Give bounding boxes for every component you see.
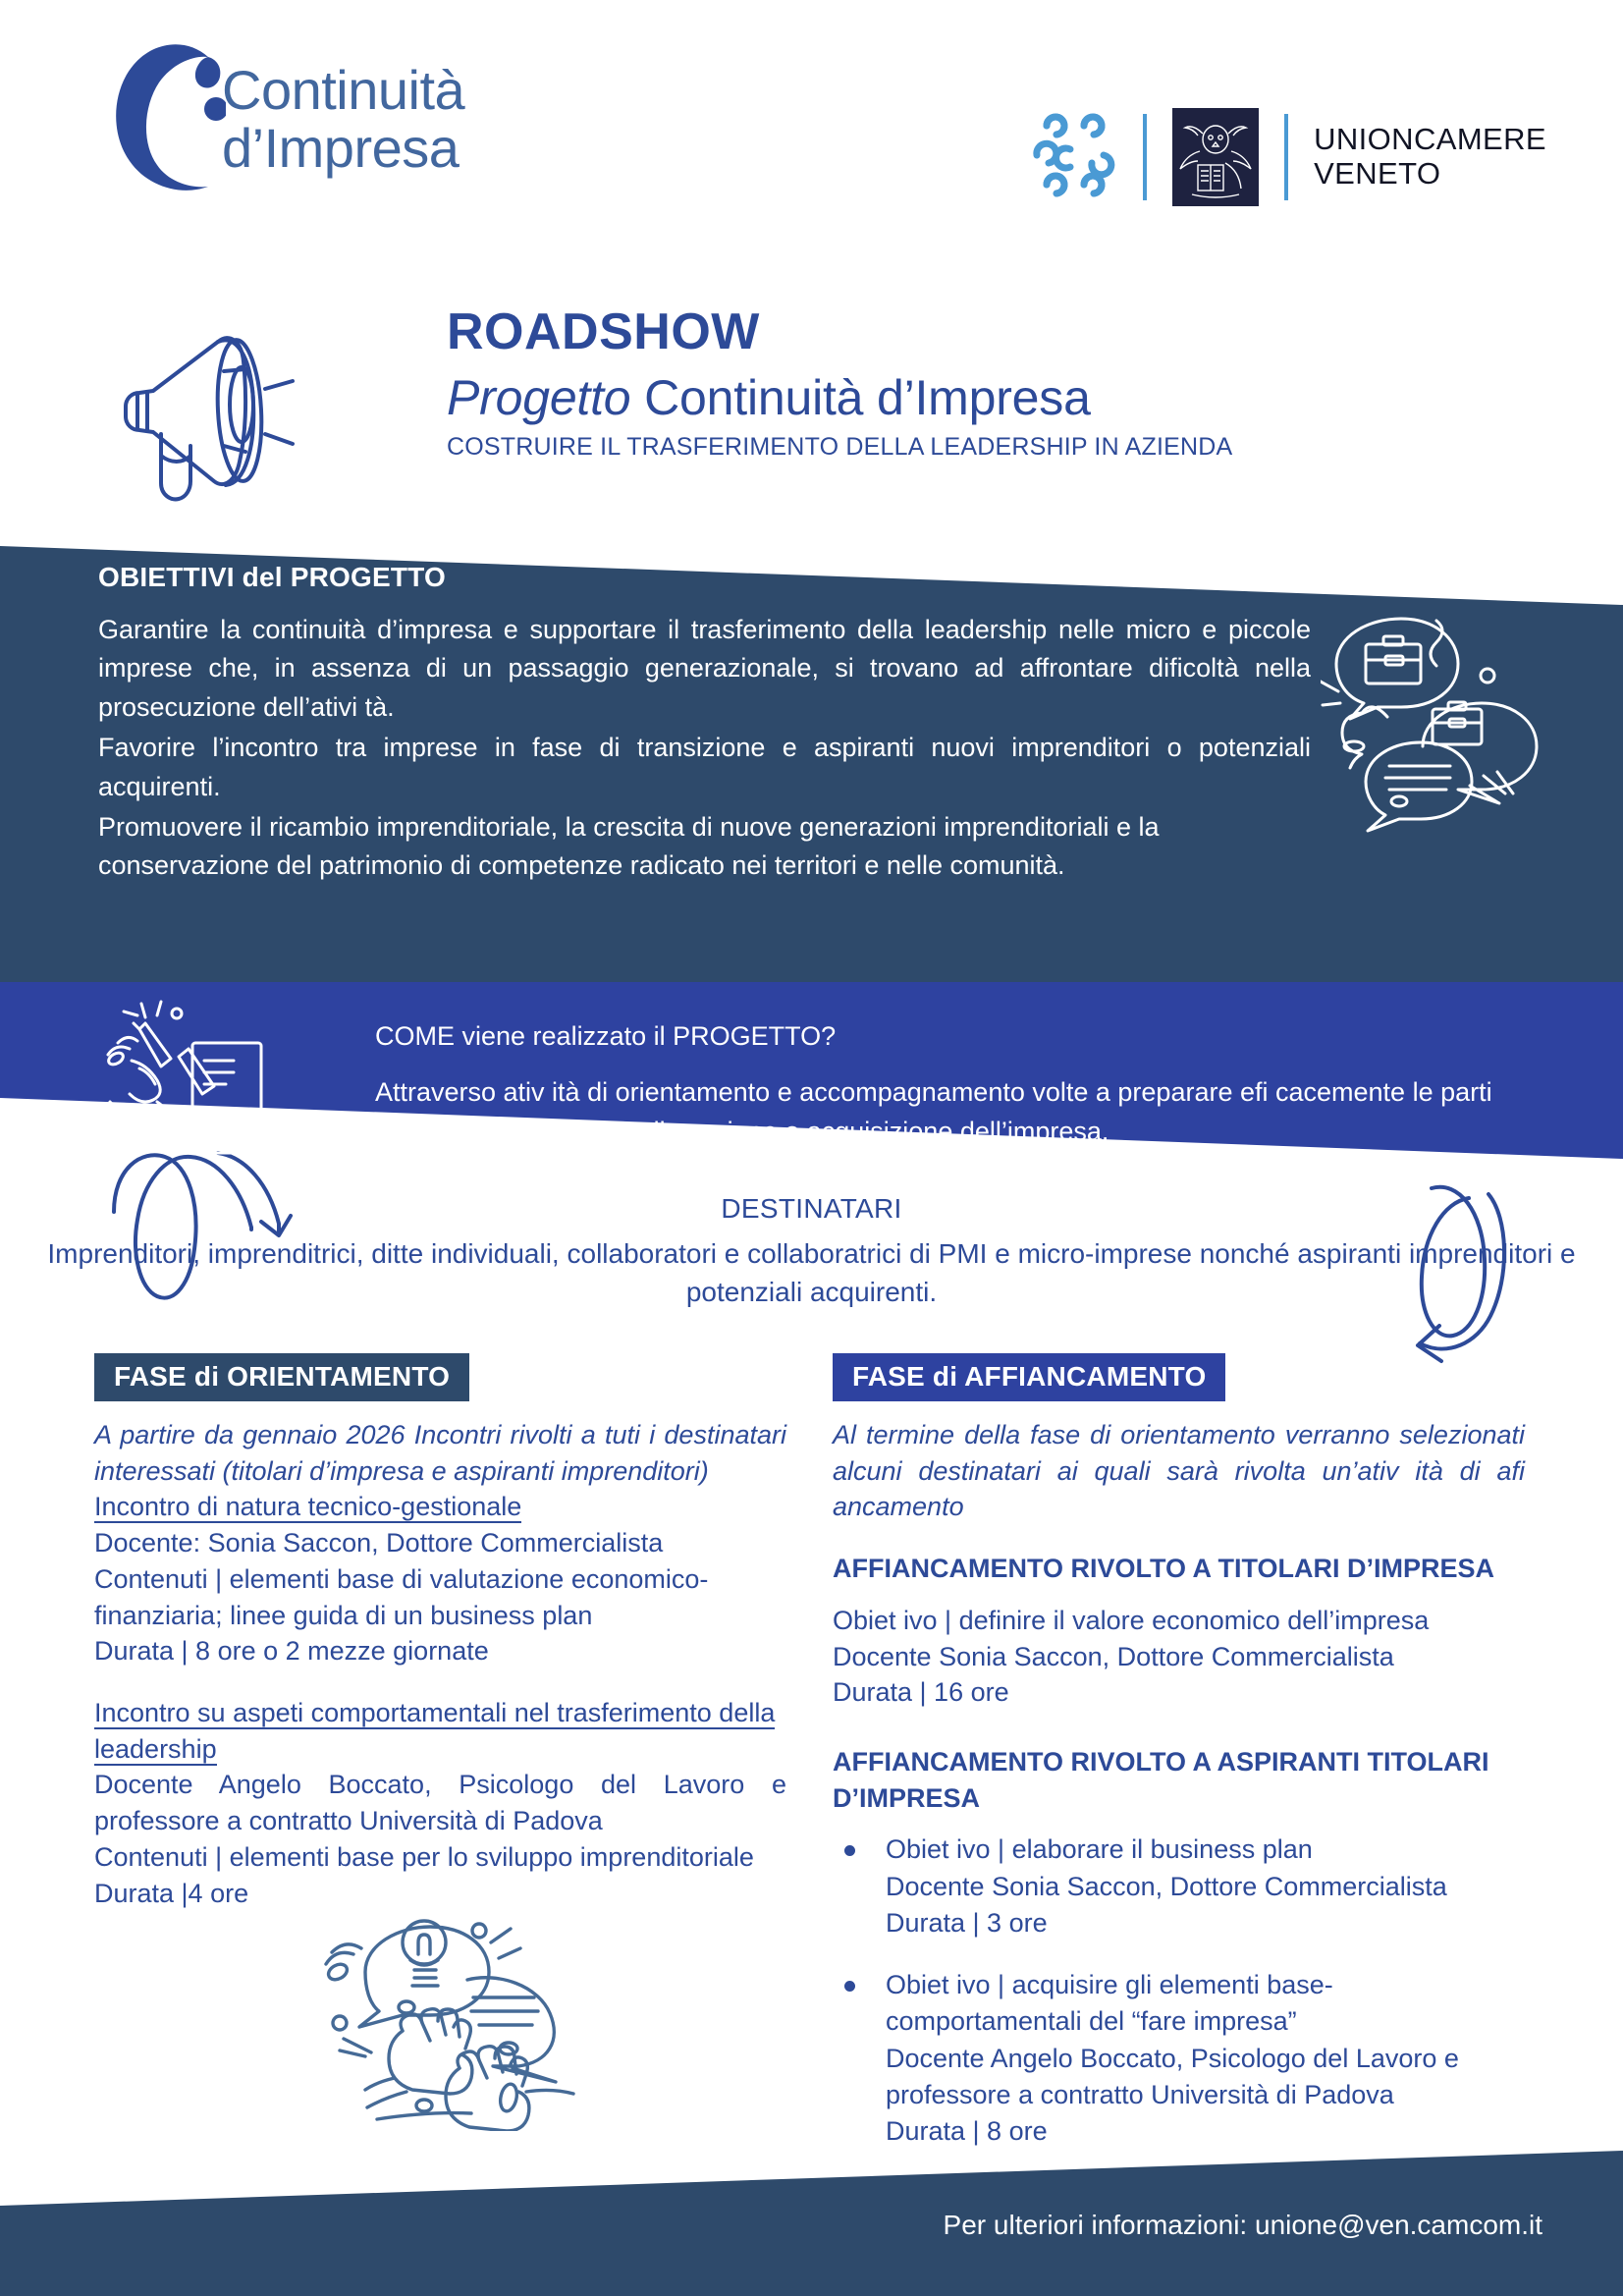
support-section2-heading: AFFIANCAMENTO RIVOLTO A ASPIRANTI TITOLARI D’IMPRESA: [833, 1747, 1489, 1813]
page-tagline: COSTRUIRE IL TRASFERIMENTO DELLA LEADERSHIP IN AZIENDA: [447, 433, 1233, 462]
recipients-section: [0, 1193, 1623, 1311]
spacer: [833, 1816, 1525, 1831]
orientation-meeting1-duration: Durata | 8 ore o 2 mezze giornate: [94, 1636, 489, 1667]
hand-signing-document-icon: [102, 1000, 298, 1157]
subtitle-italic-part: Progetto: [447, 370, 631, 426]
recipients-heading: DESTINATARI: [721, 1193, 902, 1224]
objective-item-2: Favorire l’incontro tra imprese in fase di transizione e aspiranti nuovi imprenditori o potenziali acquirenti.: [98, 733, 1311, 801]
bullet-objective: Obiet ivo | acquisire gli elementi base-comportamentali del “fare impresa”: [886, 1970, 1333, 2037]
orientation-intro: A partire da gennaio 2026 Incontri rivolti a tuti i destinatari interessati (titolari d’impresa e aspiranti imprenditori): [94, 1420, 786, 1486]
page-title: ROADSHOW: [447, 303, 760, 360]
unioncamere-veneto-logo: [1023, 108, 1546, 206]
speech-bubbles-briefcase-icon: [1321, 609, 1566, 835]
title-block: [0, 295, 1623, 530]
objectives-heading: OBIETTIVI del PROGETTO: [98, 562, 446, 592]
bullet-teacher: Docente Angelo Boccato, Psicologo del Lavoro e professore a contratto Università di Padova: [886, 2043, 1459, 2109]
support-phase-column: [833, 1353, 1525, 2175]
logo-wordmark: [222, 56, 464, 178]
partner-name: [1314, 123, 1546, 191]
bullet-dot-icon: [844, 1845, 855, 1856]
logo-divider-2: [1284, 114, 1288, 200]
title-text-group: [447, 304, 1232, 462]
how-body: Attraverso ativ ità di orientamento e accompagnamento volte a preparare efi cacemente le parti coinvolte nel processo di cessione o acquisizione dell’impresa.: [375, 1077, 1492, 1146]
footer-contact: Per ulteriori informazioni: unione@ven.camcom.it: [943, 2210, 1542, 2240]
orientation-meeting1-content: Contenuti | elementi base di valutazione economico-finanziaria; linee guida di un business plan: [94, 1563, 709, 1630]
bullet-dot-icon: [844, 1981, 855, 1992]
support-section1-heading: AFFIANCAMENTO RIVOLTO A TITOLARI D’IMPRESA: [833, 1554, 1494, 1584]
objective-item-1: Garantire la continuità d’impresa e supportare il trasferimento della leadership nelle micro e piccole imprese che, in assenza di un passaggio generazionale, si trovano ad affrontare dificoltà nella prosecuzione dell’ativi tà.: [98, 615, 1311, 722]
bullet-duration: Durata | 8 ore: [886, 2116, 1048, 2147]
support-section1-objective: Obiet ivo | definire il valore economico dell’impresa: [833, 1605, 1430, 1635]
spacer: [94, 1669, 786, 1695]
orientation-meeting1-title: Incontro di natura tecnico-gestionale: [94, 1492, 522, 1522]
lion-of-saint-mark-icon: [1172, 108, 1259, 206]
continuita-impresa-logo: [106, 33, 464, 200]
logo-line-2: d’Impresa: [222, 117, 460, 179]
hands-lightbulb-collaboration-icon: [316, 1895, 601, 2131]
partner-name-line-2: VENETO: [1314, 156, 1441, 191]
support-section1-duration: Durata | 16 ore: [833, 1677, 1009, 1708]
orientation-meeting1-teacher: Docente: Sonia Saccon, Dottore Commercialista: [94, 1528, 664, 1558]
support-intro: Al termine della fase di orientamento verranno selezionati alcuni destinatari ai quali sarà rivolta un’ativ ità di afi ancamento: [833, 1420, 1525, 1522]
megaphone-icon: [102, 308, 295, 505]
recipients-body: Imprenditori, imprenditrici, ditte individuali, collaboratori e collaboratrici di PMI e micro-imprese nonché aspiranti imprenditori e potenziali acquirenti.: [47, 1238, 1576, 1308]
spacer: [833, 1711, 1525, 1744]
orientation-meeting2-title: Incontro su aspeti comportamentali nel trasferimento della leadership: [94, 1698, 776, 1764]
objective-item-3: Promuovere il ricambio imprenditoriale, la crescita di nuove generazioni imprenditoriali e la conservazione del patrimonio di competenze radicato nei territori e nelle comunità.: [98, 812, 1160, 881]
logo-line-1: Continuità: [222, 59, 465, 122]
phase-tag-support: FASE di AFFIANCAMENTO: [833, 1353, 1225, 1401]
orientation-meeting2-teacher: Docente Angelo Boccato, Psicologo del Lavoro e professore a contratto Università di Padova: [94, 1770, 786, 1836]
partner-name-line-1: UNIONCAMERE: [1314, 122, 1546, 157]
objectives-section: [98, 562, 1311, 888]
orientation-meeting2-content: Contenuti | elementi base per lo sviluppo imprenditoriale: [94, 1841, 754, 1872]
spacer: [94, 1401, 786, 1417]
logo-divider-1: [1143, 114, 1147, 200]
how-section: [375, 1021, 1534, 1152]
spacer: [833, 1401, 1525, 1417]
support-section1-teacher: Docente Sonia Saccon, Dottore Commercialista: [833, 1641, 1394, 1671]
phase-tag-orientation: FASE di ORIENTAMENTO: [94, 1353, 469, 1401]
support-bullet-list: [833, 1831, 1525, 2150]
poster-header: [0, 0, 1623, 265]
page-subtitle: [447, 370, 1232, 425]
spacer: [833, 1525, 1525, 1551]
orientation-phase-column: [94, 1353, 786, 1911]
list-item: [833, 1967, 1525, 2150]
bullet-teacher: Docente Sonia Saccon, Dottore Commercialista: [886, 1871, 1447, 1901]
bullet-objective: Obiet ivo | elaborare il business plan: [886, 1834, 1313, 1865]
bullet-duration: Durata | 3 ore: [886, 1907, 1048, 1938]
subtitle-rest-part: Continuità d’Impresa: [644, 370, 1091, 426]
c-swirl-icon: [106, 33, 226, 200]
spacer: [833, 1587, 1525, 1603]
how-heading: COME viene realizzato il PROGETTO?: [375, 1021, 837, 1051]
orientation-meeting2-duration: Durata |4 ore: [94, 1878, 249, 1908]
unioncamere-mark-icon: [1023, 108, 1117, 206]
list-item: [833, 1831, 1525, 1941]
